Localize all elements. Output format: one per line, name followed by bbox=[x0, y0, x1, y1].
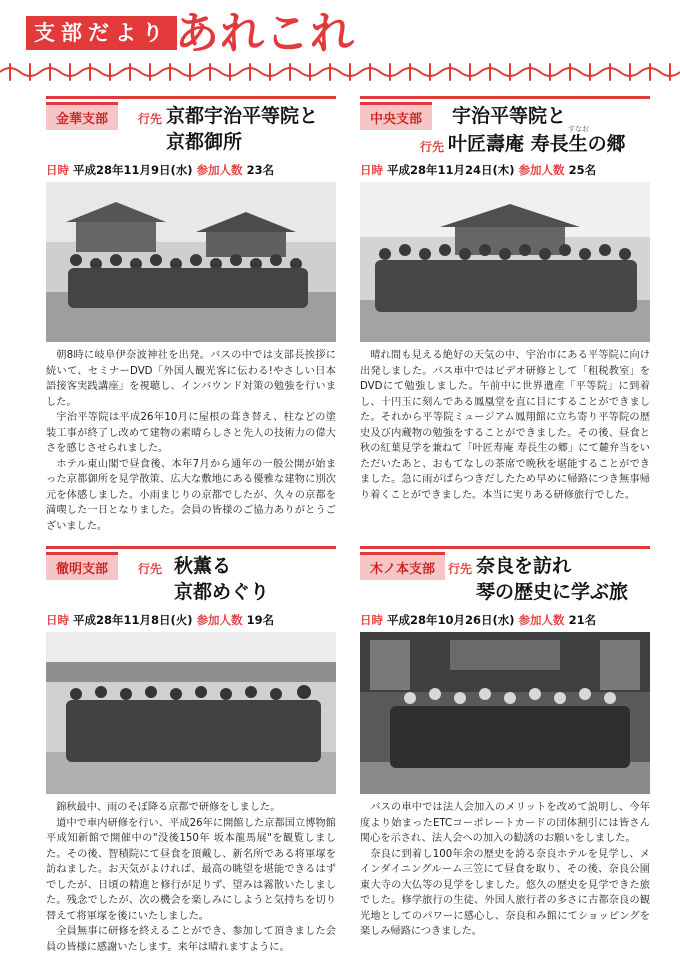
event-meta bbox=[360, 612, 596, 628]
paragraph: バスの車中では法人会加入のメリットを改めて説明し、今年度より始まったETCコーポレートカードの団体割引には皆さん関心を示され、法人会への加入の勧誘のお願いをしました。 bbox=[360, 802, 650, 844]
branch-badge: 金華支部 bbox=[46, 102, 118, 130]
participant-count: 25名 bbox=[568, 163, 597, 177]
paragraph: 晴れ間も見える絶好の天気の中、宇治市にある平等院に向け出発しました。バス車中ではビデオ研修として「租税教室」をDVDにて勉強しました。午前中に世界遺産「平等院」に到着し、十円玉に刻んである鳳凰堂を直に目にすることができました。それから平等院ミュージアム鳳翔館に立ち寄り平等院の歴史及び内蔵物の勉強をすることができました。その後、昼食と秋の紅葉見学を兼ねて「叶匠寿庵 寿長生の郷」にて麓弁当をいただいたあと、おもてなしの茶席で晩秋を堪能することができました。急に雨がぱらつきだしたため早めに帰路につき無事帰り着くことができました。本当に実りある研修旅行でした。 bbox=[360, 350, 650, 501]
destination-line-2: 琴の歴史に学ぶ旅 bbox=[476, 581, 629, 603]
paragraph: 全員無事に研修を終えることができ、参加して頂きました会員の皆様に感謝いたします。来年は晴れますように。 bbox=[46, 926, 336, 953]
page-header bbox=[0, 0, 680, 90]
participants-label: 参加人数 bbox=[518, 163, 565, 177]
date-label: 日時 bbox=[360, 613, 383, 627]
destination-line-2: 京都御所 bbox=[166, 131, 243, 153]
report-body bbox=[46, 800, 336, 955]
page-title: あれこれ bbox=[175, 8, 355, 59]
participant-count: 23名 bbox=[246, 163, 275, 177]
participants-label: 参加人数 bbox=[518, 613, 565, 627]
paragraph: 錦秋最中、雨のそぼ降る京都で研修をしました。 bbox=[56, 802, 281, 813]
report-body bbox=[360, 348, 650, 503]
event-date: 平成28年11月24日(木) bbox=[387, 163, 515, 177]
participant-count: 19名 bbox=[246, 613, 275, 627]
destination-line-1: 宇治平等院と bbox=[452, 105, 567, 127]
report-body bbox=[360, 800, 650, 940]
group-photo bbox=[360, 632, 650, 794]
report-kinomoto bbox=[360, 546, 650, 966]
event-meta bbox=[46, 162, 274, 178]
report-kinka bbox=[46, 96, 336, 536]
destination-line-1: 秋薫る bbox=[174, 555, 232, 577]
event-date: 平成28年11月8日(火) bbox=[73, 613, 193, 627]
date-label: 日時 bbox=[46, 163, 69, 177]
destination-label: 行先 bbox=[138, 562, 163, 576]
participants-label: 参加人数 bbox=[196, 163, 243, 177]
date-label: 日時 bbox=[360, 163, 383, 177]
event-meta bbox=[360, 162, 596, 178]
group-photo bbox=[46, 182, 336, 342]
decorative-wavy-line bbox=[0, 58, 680, 88]
ruby-reading: すなお bbox=[568, 125, 589, 133]
branch-badge: 木ノ本支部 bbox=[360, 552, 445, 580]
event-meta bbox=[46, 612, 274, 628]
report-tetsumei bbox=[46, 546, 336, 966]
section-tag: 支部だより bbox=[26, 16, 177, 50]
report-body bbox=[46, 348, 336, 534]
destination-line-1: 奈良を訪れ bbox=[476, 555, 572, 577]
destination-label: 行先 bbox=[138, 112, 163, 126]
destination-line-2: 叶匠壽庵 寿長生の郷 bbox=[448, 133, 626, 155]
paragraph: 奈良に到着し100年余の歴史を誇る奈良ホテルを見学し、メインダイニングルーム三笠にて昼食を取り、その後、奈良公園東大寺の大仏等の見学をしました。悠久の歴史を見学できた旅でした。修学旅行の生徒、外国人旅行者の多さに古都奈良の観光地としてのパワーに感心し、奈良和み館にてショッピングを楽しみ帰路につきました。 bbox=[360, 848, 650, 937]
group-photo bbox=[46, 632, 336, 794]
paragraph: 道中で車内研修を行い、平成26年に開館した京都国立博物館平成知新館で開催中の"没後150年 坂本龍馬展"を観覧しました。その後、智積院にて昼食を頂戴し、新名所である将軍塚を訪ねました。お天気がよければ、最高の眺望を堪能できるはずでしたが、日頃の精進と修行が足りず、望みは霧散いたしました。残念でしたが、次の機会を楽しみにしようと気持ちを切り替えて将軍塚を後にいたしました。 bbox=[46, 817, 336, 922]
report-chuo bbox=[360, 96, 650, 536]
event-date: 平成28年10月26日(水) bbox=[387, 613, 515, 627]
branch-badge: 中央支部 bbox=[360, 102, 432, 130]
date-label: 日時 bbox=[46, 613, 69, 627]
destination-label: 行先 bbox=[420, 140, 445, 154]
participants-label: 参加人数 bbox=[196, 613, 243, 627]
paragraph: 宇治平等院は平成26年10月に屋根の葺き替え、柱などの塗装工事が終了し改めて建物の素晴らしさと先人の技術力の偉大さを感じさせられました。 bbox=[46, 412, 336, 454]
destination-line-1: 京都宇治平等院と bbox=[166, 105, 319, 127]
branch-badge: 徹明支部 bbox=[46, 552, 118, 580]
event-date: 平成28年11月9日(水) bbox=[73, 163, 193, 177]
paragraph: 朝8時に岐阜伊奈波神社を出発。バスの中では支部長挨拶に続いて、セミナーDVD「外国人観光客に伝わる!やさしい日本語接客実践講座」を視聴し、インバウンド対策の勉強を行いました。 bbox=[46, 350, 336, 408]
destination-line-2: 京都めぐり bbox=[174, 581, 270, 603]
group-photo bbox=[360, 182, 650, 342]
paragraph: ホテル東山閣で昼食後、本年7月から通年の一般公開が始まった京都御所を見学散策、広大な敷地にある優雅な建物に別次元を体感しました。小雨まじりの京都でしたが、久々の京都を満喫した一日となりました。会員の皆様のご協力ありがとうございました。 bbox=[46, 458, 336, 532]
destination-label: 行先 bbox=[448, 562, 473, 576]
participant-count: 21名 bbox=[568, 613, 597, 627]
